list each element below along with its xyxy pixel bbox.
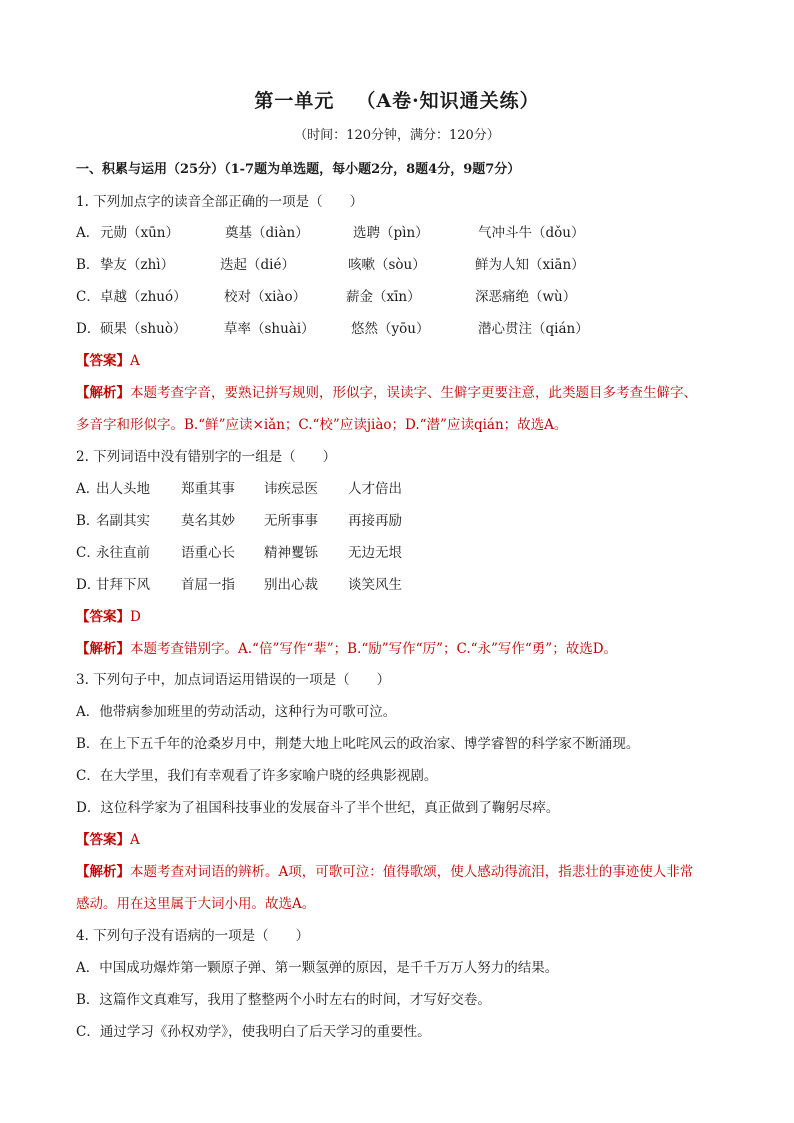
q1-stem: 1. 下列加点字的读音全部正确的一项是（ ） [76,194,364,210]
option-label: D． [76,321,101,337]
q4-stem: 4. 下列句子没有语病的一项是（ ） [76,928,310,944]
option-item: 讳疾忌医 [264,481,318,497]
explain-text: 本题考查错别字。A.“倍”写作“辈”；B.“励”写作“厉”；C.“永”写作“勇”；故选D。 [130,641,618,657]
option-item: 薪金（xīn） [346,289,421,305]
option-item: 再接再励 [348,513,402,529]
option-item: 无边无垠 [348,545,402,561]
option-item: 奠基（diàn） [225,225,309,241]
explain-tag: 【解析】 [76,864,130,880]
answer-value: A [130,832,140,848]
option-item: 咳嗽（sòu） [348,257,426,273]
option-label: C． [76,289,100,305]
option-item: 首屈一指 [181,577,235,593]
option-item: 精神矍铄 [264,545,318,561]
option-item: 草率（shuài） [224,321,315,337]
q2-answer [76,605,141,625]
q4-option-a: A．中国成功爆炸第一颗原子弹、第一颗氢弹的原因，是千千万万人努力的结果。 [76,960,559,976]
option-item: 永往直前 [96,545,150,561]
q1-answer [76,349,140,369]
option-item: 悠然（yōu） [351,321,430,337]
option-item: 硕果（shuò） [100,321,187,337]
option-item: 鲜为人知（xiān） [475,257,585,273]
option-label: A． [76,225,100,241]
option-item: 莫名其妙 [181,513,235,529]
answer-tag: 【答案】 [76,609,130,625]
q3-option-a: A．他带病参加班里的劳动活动，这种行为可歌可泣。 [76,704,397,720]
q3-stem: 3. 下列句子中，加点词语运用错误的一项是（ ） [76,672,391,688]
explain-text: 本题考查字音，要熟记拼写规则，形似字，误读字、生僻字更要注意，此类题目多考查生僻字、 [130,385,697,401]
option-label: A． [76,481,100,497]
title-unit: 第一单元 [254,90,335,112]
option-item: 人才倍出 [348,481,402,497]
option-item: 名副其实 [96,513,150,529]
q1-explanation-line1 [76,381,697,401]
answer-tag: 【答案】 [76,832,130,848]
option-item: 校对（xiào） [224,289,307,305]
option-item: 选聘（pìn） [353,225,429,241]
option-item: 甘拜下风 [96,577,150,593]
q4-option-b: B．这篇作文真难写，我用了整整两个小时左右的时间，才写好交卷。 [76,992,491,1008]
q1-explanation-line2: 多音字和形似字。B.“鲜”应读×iǎn；C.“校”应读jiào；D.“潜”应读qián；故选A。 [76,417,568,433]
answer-value: A [130,353,140,369]
title-volume: （A卷·知识通关练） [356,90,540,112]
option-item: 潜心贯注（qián） [478,321,589,337]
q3-answer [76,828,140,848]
option-item: 无所事事 [264,513,318,529]
option-label: B． [76,257,100,273]
q2-explanation [76,637,617,657]
q3-option-b: B．在上下五千年的沧桑岁月中，荆楚大地上叱咤风云的政治家、博学睿智的科学家不断涌现。 [76,736,640,752]
q3-option-d: D．这位科学家为了祖国科技事业的发展奋斗了半个世纪，真正做到了鞠躬尽瘁。 [76,800,560,816]
q3-explanation-line2: 感动。用在这里属于大词小用。故选A。 [76,896,316,912]
explain-text: 本题考查对词语的辨析。A项，可歌可泣：值得歌颂，使人感动得流泪，指悲壮的事迹使人非常 [130,864,694,880]
option-item: 挚友（zhì） [100,257,175,273]
option-label: C． [76,545,100,561]
option-label: B． [76,513,100,529]
option-item: 语重心长 [181,545,235,561]
option-item: 深恶痛绝（wù） [475,289,577,305]
page-title [0,86,794,113]
option-item: 卓越（zhuó） [100,289,187,305]
q3-explanation-line1 [76,860,693,880]
q3-option-c: C．在大学里，我们有幸观看了许多家喻户晓的经典影视剧。 [76,768,438,784]
explain-tag: 【解析】 [76,641,130,657]
exam-info: （时间：120分钟，满分：120分） [294,128,500,143]
explain-tag: 【解析】 [76,385,130,401]
q2-stem: 2. 下列词语中没有错别字的一组是（ ） [76,449,337,465]
option-item: 别出心裁 [264,577,318,593]
option-item: 郑重其事 [181,481,235,497]
option-label: D． [76,577,101,593]
option-item: 气冲斗牛（dǒu） [478,225,585,241]
section-heading: 一、积累与运用（25分）（1-7题为单选题，每小题2分，8题4分，9题7分） [76,162,521,177]
option-item: 谈笑风生 [348,577,402,593]
answer-value: D [130,609,141,625]
answer-tag: 【答案】 [76,353,130,369]
option-item: 出人头地 [96,481,150,497]
option-item: 迭起（dié） [220,257,295,273]
q4-option-c: C．通过学习《孙权劝学》，使我明白了后天学习的重要性。 [76,1024,431,1040]
option-item: 元勋（xūn） [100,225,180,241]
